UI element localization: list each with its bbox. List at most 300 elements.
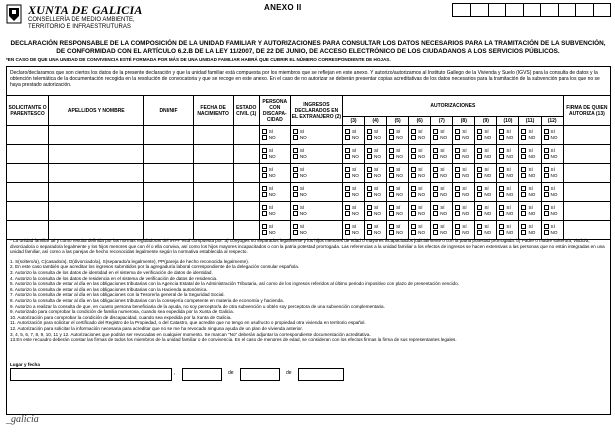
no-checkbox[interactable]: [409, 230, 430, 236]
no-checkbox[interactable]: [519, 211, 540, 217]
checkbox-square-icon[interactable]: [293, 135, 298, 140]
no-checkbox[interactable]: [365, 173, 386, 179]
checkbox-square-icon[interactable]: [389, 205, 394, 210]
no-checkbox[interactable]: [431, 211, 452, 217]
apellidos-cell[interactable]: [49, 202, 144, 221]
no-checkbox[interactable]: [475, 135, 496, 141]
fecha-cell[interactable]: [193, 145, 233, 164]
no-checkbox[interactable]: [519, 135, 540, 141]
checkbox-square-icon[interactable]: [544, 224, 549, 229]
checkbox-square-icon[interactable]: [293, 192, 298, 197]
checkbox-square-icon[interactable]: [544, 167, 549, 172]
month-field[interactable]: [240, 368, 280, 381]
checkbox-square-icon[interactable]: [293, 129, 298, 134]
year-field[interactable]: [298, 368, 344, 381]
checkbox-square-icon[interactable]: [433, 148, 438, 153]
no-checkbox[interactable]: [291, 173, 342, 179]
checkbox-square-icon[interactable]: [293, 148, 298, 153]
checkbox-square-icon[interactable]: [262, 224, 267, 229]
autorizacion-choice: [431, 164, 453, 183]
checkbox-label: SÍ: [374, 205, 379, 210]
no-checkbox[interactable]: [409, 154, 430, 160]
no-checkbox[interactable]: [519, 230, 540, 236]
checkbox-label: SÍ: [396, 129, 401, 134]
no-checkbox[interactable]: [291, 135, 342, 141]
checkbox-square-icon[interactable]: [411, 154, 416, 159]
no-checkbox[interactable]: [497, 173, 518, 179]
no-checkbox[interactable]: [409, 192, 430, 198]
footnote-item: 3. Autorizo la consulta de los datos de identidad en el sistema de verificación de datos de identidad.: [10, 269, 213, 275]
checkbox-square-icon[interactable]: [477, 154, 482, 159]
checkbox-square-icon[interactable]: [262, 205, 267, 210]
checkbox-square-icon[interactable]: [477, 148, 482, 153]
checkbox-square-icon[interactable]: [367, 129, 372, 134]
checkbox-square-icon[interactable]: [433, 154, 438, 159]
apellidos-cell[interactable]: [49, 183, 144, 202]
fecha-cell[interactable]: [193, 221, 233, 240]
checkbox-square-icon[interactable]: [521, 211, 526, 216]
estado-civil-cell[interactable]: [233, 126, 259, 145]
checkbox-square-icon[interactable]: [499, 186, 504, 191]
fecha-cell[interactable]: [193, 164, 233, 183]
checkbox-square-icon[interactable]: [389, 186, 394, 191]
solicitante-cell[interactable]: [7, 183, 49, 202]
no-checkbox[interactable]: [475, 230, 496, 236]
checkbox-square-icon[interactable]: [521, 230, 526, 235]
checkbox-square-icon[interactable]: [433, 192, 438, 197]
checkbox-label: SÍ: [506, 167, 511, 172]
checkbox-label: NO: [396, 230, 403, 235]
de-label-1: de: [228, 370, 234, 376]
no-checkbox[interactable]: [291, 211, 342, 217]
checkbox-square-icon[interactable]: [499, 148, 504, 153]
checkbox-square-icon[interactable]: [389, 154, 394, 159]
auth-number-header: (4): [365, 117, 387, 126]
estado-civil-cell[interactable]: [233, 145, 259, 164]
checkbox-label: SÍ: [418, 167, 423, 172]
checkbox-square-icon[interactable]: [262, 148, 267, 153]
checkbox-square-icon[interactable]: [262, 211, 267, 216]
checkbox-square-icon[interactable]: [433, 135, 438, 140]
footnote-item: 3, 4, 5, 6, 7, 8, 9, 10, 11 y 12. Autorizaciones que podrán ser revocadas en cualquier momento. Se marcan "No" deberán adjuntar la correspondiente documentación acreditativa.: [10, 331, 371, 337]
checkbox-square-icon[interactable]: [411, 205, 416, 210]
checkbox-square-icon[interactable]: [411, 148, 416, 153]
checkbox-square-icon[interactable]: [499, 173, 504, 178]
checkbox-square-icon[interactable]: [345, 135, 350, 140]
solicitante-cell[interactable]: [7, 221, 49, 240]
checkbox-square-icon[interactable]: [345, 186, 350, 191]
checkbox-square-icon[interactable]: [477, 224, 482, 229]
no-checkbox[interactable]: [475, 173, 496, 179]
signature-cell[interactable]: [563, 202, 610, 221]
no-checkbox[interactable]: [343, 173, 364, 179]
dni-cell[interactable]: [144, 145, 193, 164]
checkbox-square-icon[interactable]: [544, 230, 549, 235]
checkbox-square-icon[interactable]: [433, 129, 438, 134]
checkbox-square-icon[interactable]: [389, 135, 394, 140]
checkbox-square-icon[interactable]: [389, 173, 394, 178]
xunta-shield-icon: [6, 4, 22, 24]
checkbox-square-icon[interactable]: [433, 230, 438, 235]
discapacidad-choice: [259, 126, 290, 145]
autorizacion-choice: [519, 202, 541, 221]
day-field[interactable]: [182, 368, 222, 381]
no-checkbox[interactable]: [409, 211, 430, 217]
no-checkbox[interactable]: [453, 230, 474, 236]
checkbox-square-icon[interactable]: [455, 148, 460, 153]
dni-cell[interactable]: [144, 183, 193, 202]
autorizacion-choice: [519, 126, 541, 145]
checkbox-label: SÍ: [299, 129, 305, 134]
no-checkbox[interactable]: [519, 192, 540, 198]
checkbox-label: NO: [351, 192, 359, 197]
no-checkbox[interactable]: [291, 230, 342, 236]
checkbox-square-icon[interactable]: [433, 173, 438, 178]
checkbox-square-icon[interactable]: [389, 230, 394, 235]
checkbox-square-icon[interactable]: [367, 230, 372, 235]
checkbox-square-icon[interactable]: [345, 211, 350, 216]
checkbox-square-icon[interactable]: [389, 167, 394, 172]
no-checkbox[interactable]: [519, 173, 540, 179]
checkbox-square-icon[interactable]: [411, 135, 416, 140]
checkbox-square-icon[interactable]: [455, 186, 460, 191]
checkbox-square-icon[interactable]: [477, 186, 482, 191]
checkbox-square-icon[interactable]: [262, 154, 267, 159]
no-checkbox[interactable]: [475, 211, 496, 217]
autorizacion-choice: [519, 183, 541, 202]
checkbox-square-icon[interactable]: [411, 230, 416, 235]
no-checkbox[interactable]: [291, 192, 342, 198]
discapacidad-choice: [259, 145, 290, 164]
checkbox-square-icon[interactable]: [293, 224, 298, 229]
dni-cell[interactable]: [144, 202, 193, 221]
checkbox-square-icon[interactable]: [544, 205, 549, 210]
checkbox-square-icon[interactable]: [433, 205, 438, 210]
no-checkbox[interactable]: [343, 192, 364, 198]
no-checkbox[interactable]: [519, 154, 540, 160]
checkbox-label: SÍ: [550, 205, 555, 210]
checkbox-square-icon[interactable]: [499, 129, 504, 134]
checkbox-square-icon[interactable]: [521, 192, 526, 197]
checkbox-square-icon[interactable]: [544, 211, 549, 216]
apellidos-cell[interactable]: [49, 164, 144, 183]
no-checkbox[interactable]: [409, 135, 430, 141]
no-checkbox[interactable]: [387, 230, 408, 236]
checkbox-square-icon[interactable]: [455, 173, 460, 178]
no-checkbox[interactable]: [475, 154, 496, 160]
checkbox-label: SÍ: [550, 186, 555, 191]
no-checkbox[interactable]: [453, 173, 474, 179]
checkbox-square-icon[interactable]: [411, 186, 416, 191]
no-checkbox[interactable]: [431, 173, 452, 179]
checkbox-square-icon[interactable]: [389, 224, 394, 229]
checkbox-square-icon[interactable]: [499, 154, 504, 159]
checkbox-square-icon[interactable]: [367, 186, 372, 191]
no-checkbox[interactable]: [365, 192, 386, 198]
no-checkbox[interactable]: [453, 154, 474, 160]
dni-cell[interactable]: [144, 221, 193, 240]
checkbox-square-icon[interactable]: [521, 224, 526, 229]
checkbox-label: NO: [462, 211, 470, 216]
no-checkbox[interactable]: [387, 192, 408, 198]
checkbox-square-icon[interactable]: [455, 129, 460, 134]
checkbox-square-icon[interactable]: [499, 230, 504, 235]
no-checkbox[interactable]: [542, 211, 563, 217]
checkbox-square-icon[interactable]: [521, 148, 526, 153]
autorizacion-choice: [342, 126, 364, 145]
checkbox-square-icon[interactable]: [521, 205, 526, 210]
checkbox-square-icon[interactable]: [262, 167, 267, 172]
checkbox-square-icon[interactable]: [544, 186, 549, 191]
solicitante-cell[interactable]: [7, 164, 49, 183]
checkbox-label: NO: [396, 173, 403, 178]
place-field[interactable]: [10, 368, 172, 381]
checkbox-square-icon[interactable]: [477, 173, 482, 178]
checkbox-square-icon[interactable]: [521, 167, 526, 172]
no-checkbox[interactable]: [260, 173, 290, 179]
checkbox-square-icon[interactable]: [293, 205, 298, 210]
fecha-cell[interactable]: [193, 183, 233, 202]
checkbox-square-icon[interactable]: [389, 129, 394, 134]
checkbox-label: SÍ: [484, 129, 489, 134]
checkbox-square-icon[interactable]: [455, 167, 460, 172]
checkbox-square-icon[interactable]: [455, 205, 460, 210]
checkbox-square-icon[interactable]: [389, 148, 394, 153]
dni-cell[interactable]: [144, 126, 193, 145]
apellidos-cell[interactable]: [49, 221, 144, 240]
checkbox-square-icon[interactable]: [262, 129, 267, 134]
no-checkbox[interactable]: [431, 230, 452, 236]
no-checkbox[interactable]: [542, 173, 563, 179]
checkbox-square-icon[interactable]: [499, 211, 504, 216]
checkbox-square-icon[interactable]: [345, 205, 350, 210]
checkbox-square-icon[interactable]: [262, 186, 267, 191]
checkbox-square-icon[interactable]: [499, 135, 504, 140]
footnotes: [10, 238, 608, 343]
checkbox-square-icon[interactable]: [262, 173, 267, 178]
checkbox-square-icon[interactable]: [367, 173, 372, 178]
no-checkbox[interactable]: [497, 230, 518, 236]
checkbox-label: NO: [440, 154, 448, 159]
checkbox-square-icon[interactable]: [455, 154, 460, 159]
checkbox-square-icon[interactable]: [477, 129, 482, 134]
checkbox-square-icon[interactable]: [367, 205, 372, 210]
checkbox-label: SÍ: [418, 224, 423, 229]
checkbox-square-icon[interactable]: [477, 135, 482, 140]
no-checkbox[interactable]: [260, 154, 290, 160]
estado-civil-cell[interactable]: [233, 164, 259, 183]
checkbox-square-icon[interactable]: [433, 211, 438, 216]
checkbox-square-icon[interactable]: [521, 173, 526, 178]
no-checkbox[interactable]: [343, 135, 364, 141]
no-checkbox[interactable]: [542, 192, 563, 198]
checkbox-label: NO: [550, 173, 558, 178]
checkbox-square-icon[interactable]: [345, 173, 350, 178]
checkbox-square-icon[interactable]: [455, 192, 460, 197]
checkbox-square-icon[interactable]: [367, 135, 372, 140]
no-checkbox[interactable]: [497, 135, 518, 141]
signature-cell[interactable]: [563, 183, 610, 202]
no-checkbox[interactable]: [260, 211, 290, 217]
no-checkbox[interactable]: [387, 135, 408, 141]
checkbox-square-icon[interactable]: [411, 167, 416, 172]
checkbox-square-icon[interactable]: [411, 129, 416, 134]
checkbox-square-icon[interactable]: [411, 224, 416, 229]
no-checkbox[interactable]: [431, 154, 452, 160]
estado-civil-cell[interactable]: [233, 202, 259, 221]
checkbox-square-icon[interactable]: [293, 173, 298, 178]
fecha-cell[interactable]: [193, 202, 233, 221]
checkbox-square-icon[interactable]: [262, 192, 267, 197]
checkbox-square-icon[interactable]: [544, 148, 549, 153]
no-checkbox[interactable]: [365, 230, 386, 236]
signature-cell[interactable]: [563, 145, 610, 164]
checkbox-square-icon[interactable]: [544, 135, 549, 140]
checkbox-square-icon[interactable]: [477, 167, 482, 172]
solicitante-cell[interactable]: [7, 145, 49, 164]
checkbox-square-icon[interactable]: [521, 129, 526, 134]
checkbox-square-icon[interactable]: [389, 211, 394, 216]
no-checkbox[interactable]: [497, 211, 518, 217]
checkbox-square-icon[interactable]: [455, 211, 460, 216]
checkbox-square-icon[interactable]: [455, 230, 460, 235]
estado-civil-cell[interactable]: [233, 221, 259, 240]
checkbox-square-icon[interactable]: [499, 224, 504, 229]
auth-number-header: (12): [541, 117, 563, 126]
checkbox-label: NO: [396, 135, 403, 140]
no-checkbox[interactable]: [542, 154, 563, 160]
checkbox-label: SÍ: [268, 167, 274, 172]
no-checkbox[interactable]: [387, 154, 408, 160]
autorizacion-choice: [387, 145, 409, 164]
checkbox-label: NO: [462, 135, 470, 140]
checkbox-square-icon[interactable]: [499, 167, 504, 172]
no-checkbox[interactable]: [260, 192, 290, 198]
checkbox-square-icon[interactable]: [433, 224, 438, 229]
apellidos-cell[interactable]: [49, 126, 144, 145]
checkbox-square-icon[interactable]: [345, 167, 350, 172]
checkbox-square-icon[interactable]: [521, 135, 526, 140]
checkbox-square-icon[interactable]: [262, 135, 267, 140]
checkbox-square-icon[interactable]: [433, 167, 438, 172]
no-checkbox[interactable]: [260, 135, 290, 141]
checkbox-square-icon[interactable]: [293, 154, 298, 159]
no-checkbox[interactable]: [343, 211, 364, 217]
checkbox-label: SÍ: [268, 129, 274, 134]
checkbox-square-icon[interactable]: [345, 148, 350, 153]
no-checkbox[interactable]: [387, 173, 408, 179]
no-checkbox[interactable]: [409, 173, 430, 179]
fecha-cell[interactable]: [193, 126, 233, 145]
checkbox-label: NO: [418, 211, 426, 216]
checkbox-square-icon[interactable]: [367, 154, 372, 159]
autorizacion-choice: [497, 126, 519, 145]
header-apellidos: APELLIDOS Y NOMBRE: [49, 96, 144, 126]
checkbox-square-icon[interactable]: [293, 211, 298, 216]
apellidos-cell[interactable]: [49, 145, 144, 164]
checkbox-square-icon[interactable]: [367, 224, 372, 229]
checkbox-square-icon[interactable]: [455, 135, 460, 140]
code-box-cell: [470, 4, 471, 16]
checkbox-square-icon[interactable]: [455, 224, 460, 229]
no-checkbox[interactable]: [542, 135, 563, 141]
no-checkbox[interactable]: [343, 230, 364, 236]
dni-cell[interactable]: [144, 164, 193, 183]
checkbox-square-icon[interactable]: [345, 154, 350, 159]
no-checkbox[interactable]: [431, 192, 452, 198]
no-checkbox[interactable]: [365, 154, 386, 160]
checkbox-square-icon[interactable]: [521, 154, 526, 159]
checkbox-square-icon[interactable]: [293, 230, 298, 235]
checkbox-square-icon[interactable]: [544, 173, 549, 178]
checkbox-square-icon[interactable]: [367, 192, 372, 197]
checkbox-square-icon[interactable]: [477, 192, 482, 197]
no-checkbox[interactable]: [542, 230, 563, 236]
footnote-item: 5. Autorizo la consulta de estar al día en las obligaciones tributarias con la Agencia Estatal de la Administración Tributaria, así como de los ingresos referidos al último periodo impositivo con plazo de presentación vencido.: [10, 281, 459, 287]
checkbox-square-icon[interactable]: [477, 230, 482, 235]
checkbox-square-icon[interactable]: [345, 129, 350, 134]
checkbox-square-icon[interactable]: [433, 186, 438, 191]
no-checkbox[interactable]: [365, 211, 386, 217]
checkbox-square-icon[interactable]: [544, 192, 549, 197]
solicitante-cell[interactable]: [7, 202, 49, 221]
checkbox-square-icon[interactable]: [499, 192, 504, 197]
checkbox-square-icon[interactable]: [499, 205, 504, 210]
family-members-table: [6, 95, 611, 240]
checkbox-square-icon[interactable]: [544, 129, 549, 134]
checkbox-square-icon[interactable]: [345, 192, 350, 197]
checkbox-square-icon[interactable]: [345, 224, 350, 229]
signature-cell[interactable]: [563, 126, 610, 145]
checkbox-square-icon[interactable]: [521, 186, 526, 191]
no-checkbox[interactable]: [497, 192, 518, 198]
footnote-item: 12. Autorización para solicitar la información necesaria para acreditar que no se me ha revocado ninguna ayuda de un plan de vivienda anterior.: [10, 325, 303, 331]
checkbox-square-icon[interactable]: [367, 148, 372, 153]
no-checkbox[interactable]: [291, 154, 342, 160]
checkbox-square-icon[interactable]: [411, 192, 416, 197]
no-checkbox[interactable]: [431, 135, 452, 141]
autorizacion-choice: [453, 126, 475, 145]
no-checkbox[interactable]: [475, 192, 496, 198]
no-checkbox[interactable]: [260, 230, 290, 236]
checkbox-square-icon[interactable]: [293, 186, 298, 191]
checkbox-square-icon[interactable]: [262, 230, 267, 235]
no-checkbox[interactable]: [453, 211, 474, 217]
signature-cell[interactable]: [563, 164, 610, 183]
no-checkbox[interactable]: [453, 135, 474, 141]
checkbox-square-icon[interactable]: [367, 167, 372, 172]
checkbox-square-icon[interactable]: [411, 211, 416, 216]
checkbox-label: SÍ: [528, 129, 533, 134]
solicitante-cell[interactable]: [7, 126, 49, 145]
no-checkbox[interactable]: [497, 154, 518, 160]
no-checkbox[interactable]: [365, 135, 386, 141]
no-checkbox[interactable]: [343, 154, 364, 160]
checkbox-square-icon[interactable]: [293, 167, 298, 172]
estado-civil-cell[interactable]: [233, 183, 259, 202]
signature-cell[interactable]: [563, 221, 610, 240]
checkbox-square-icon[interactable]: [345, 230, 350, 235]
checkbox-square-icon[interactable]: [389, 192, 394, 197]
checkbox-square-icon[interactable]: [477, 205, 482, 210]
no-checkbox[interactable]: [453, 192, 474, 198]
no-checkbox[interactable]: [387, 211, 408, 217]
checkbox-square-icon[interactable]: [411, 173, 416, 178]
checkbox-square-icon[interactable]: [367, 211, 372, 216]
checkbox-square-icon[interactable]: [477, 211, 482, 216]
table-row: [7, 145, 611, 164]
checkbox-square-icon[interactable]: [544, 154, 549, 159]
